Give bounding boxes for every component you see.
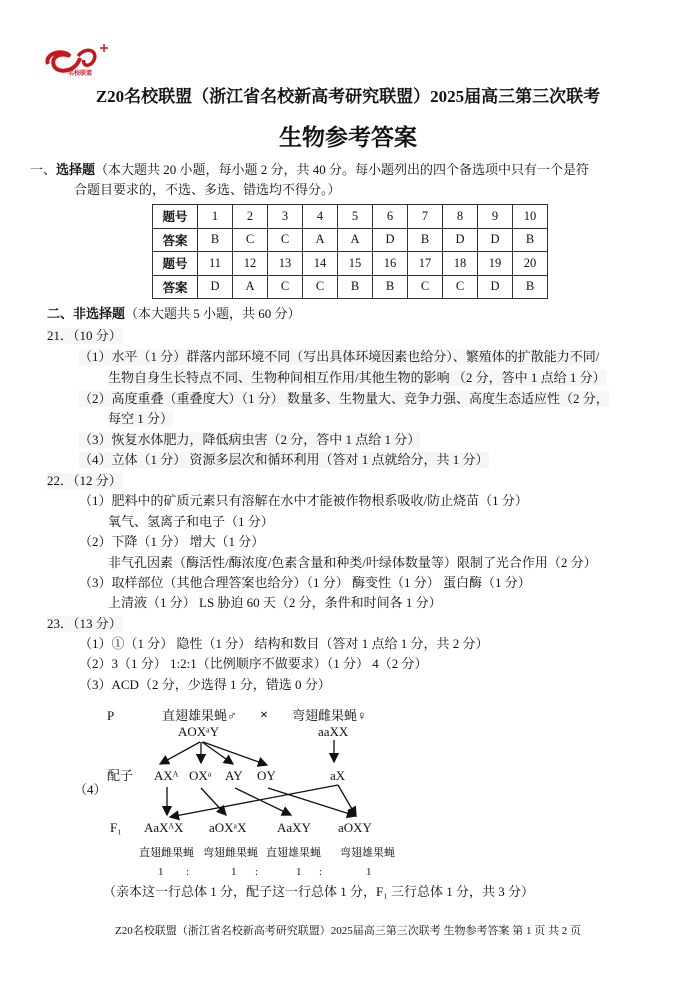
cell: D	[373, 228, 408, 252]
arrow	[170, 785, 338, 817]
cross-icon: ×	[260, 708, 268, 723]
page-subtitle: 生物参考答案	[279, 125, 417, 150]
f1-genotype: aOXY	[338, 820, 372, 835]
q21-answer-2-cont: 每空 1 分）	[108, 411, 174, 426]
cell: A	[338, 228, 373, 252]
cell: C	[408, 275, 443, 299]
cell: D	[478, 228, 513, 252]
cell: B	[513, 275, 548, 299]
cell: C	[233, 228, 268, 252]
row-header: 题号	[153, 205, 198, 229]
cell: A	[303, 228, 338, 252]
f1-genotype: aOXᵃX	[209, 820, 247, 835]
f1-genotype: AaXY	[277, 820, 311, 835]
male-genotype: AOXᵃY	[178, 724, 220, 739]
f1-phenotype: 弯翅雌果蝇	[203, 847, 258, 859]
gamete-label: 配子	[107, 768, 134, 783]
q22-title: 22．（12 分）	[47, 473, 122, 488]
q22-answer-2: （2）下降（1 分） 增大（1 分）	[79, 534, 265, 549]
cell: 14	[303, 252, 338, 276]
q21-title: 21．（10 分）	[47, 328, 122, 343]
gamete: AXᴬ	[154, 768, 179, 783]
section-number: 一、	[30, 162, 57, 177]
q22-answer-3: （3）取样部位（其他合理答案也给分）（1 分） 酶变性（1 分） 蛋白酶（1 分）	[79, 575, 531, 590]
f1-phenotype: 弯翅雄果蝇	[340, 847, 395, 859]
cell: 16	[373, 252, 408, 276]
page-footer: Z20名校联盟（浙江省名校新高考研究联盟）2025届高三第三次联考 生物参考答案 第 1 页 共 2 页	[115, 925, 581, 937]
gamete-female: aX	[330, 768, 346, 783]
f1-genotype: AaXᴬX	[144, 820, 184, 835]
female-parent: 弯翅雌果蝇♀	[292, 708, 367, 723]
q21-answer-4: （4）立体（1 分） 资源多层次和循环利用（答对 1 点就给分，共 1 分）	[79, 452, 489, 467]
cell: D	[478, 275, 513, 299]
q21-answer-1-cont: 生物自身生长特点不同、生物种间相互作用/其他生物的影响 （2 分，答中 1 点给 1 分）	[108, 370, 606, 385]
section-title: 二、非选择题	[47, 306, 126, 321]
f1-phenotype: 直翅雄果蝇	[266, 847, 321, 859]
cell: B	[513, 228, 548, 252]
q22-answer-3-cont: 上清液（1 分） LS 胁迫 60 天（2 分，条件和时间各 1 分）	[108, 595, 442, 610]
ratio: 1	[366, 866, 372, 878]
ratio: 1	[296, 866, 302, 878]
ratio: :	[186, 866, 190, 878]
p-label: P	[107, 708, 115, 723]
q21-answer-3: （3）恢复水体肥力，降低病虫害（2 分，答中 1 点给 1 分）	[79, 432, 421, 447]
q23-answer-3: （3）ACD（2 分，少选得 1 分，错选 0 分）	[79, 677, 331, 692]
cell: 8	[443, 205, 478, 229]
ratio: 1	[158, 866, 164, 878]
cell: 2	[233, 205, 268, 229]
gamete: OY	[257, 768, 276, 783]
cell: 20	[513, 252, 548, 276]
cell: B	[408, 228, 443, 252]
row-header: 答案	[153, 228, 198, 252]
arrow	[203, 742, 267, 765]
q23-answer-2: （2）3（1 分） 1:2:1（比例顺序不做要求）（1 分） 4（2 分）	[79, 656, 428, 671]
ratio: 1	[231, 866, 237, 878]
ratio: :	[319, 866, 323, 878]
cell: 5	[338, 205, 373, 229]
cell: D	[198, 275, 233, 299]
q21-answer-2: （2）高度重叠（重叠度大）（1 分） 数量多、生物量大、竞争力强、高度生态适应性（2 分，	[79, 391, 609, 406]
q23-answer-4-label: （4）	[74, 782, 107, 797]
cell: 18	[443, 252, 478, 276]
row-header: 答案	[153, 275, 198, 299]
gamete: OXᵃ	[189, 768, 212, 783]
cell: 1	[198, 205, 233, 229]
cell: C	[443, 275, 478, 299]
cell: B	[338, 275, 373, 299]
q22-answer-1: （1）肥料中的矿质元素只有溶解在水中才能被作物根系吸收/防止烧苗（1 分）	[79, 493, 528, 508]
cell: C	[303, 275, 338, 299]
q23-title: 23．（13 分）	[47, 616, 122, 631]
page-title: Z20名校联盟（浙江省名校新高考研究联盟）2025届高三第三次联考	[95, 87, 601, 106]
cell: 11	[198, 252, 233, 276]
q22-answer-1-cont: 氧气、氢离子和电子（1 分）	[108, 514, 274, 529]
section-desc: （本大题共 5 小题，共 60 分）	[125, 306, 301, 321]
arrow	[202, 742, 233, 764]
q21-answer-1: （1）水平（1 分）群落内部环境不同（写出具体环境因素也给分）、繁殖体的扩散能力不同/	[79, 349, 600, 364]
q22-answer-2-cont: 非气孔因素（酶活性/酶浓度/色素含量和种类/叶绿体数量等）限制了光合作用（2 分）	[108, 555, 597, 570]
arrow	[160, 742, 200, 764]
cell: B	[198, 228, 233, 252]
cell: 10	[513, 205, 548, 229]
cell: 17	[408, 252, 443, 276]
section1-desc-cont: 合题目要求的，不选、多选、错选均不得分。）	[74, 182, 341, 197]
scoring-note: （亲本这一行总体 1 分，配子这一行总体 1 分，F₁ 三行总体 1 分，共 3 分）	[103, 884, 535, 899]
cell: 4	[303, 205, 338, 229]
cell: 3	[268, 205, 303, 229]
cell: 13	[268, 252, 303, 276]
female-genotype: aaXX	[318, 724, 349, 739]
cell: 9	[478, 205, 513, 229]
cell: B	[373, 275, 408, 299]
section-desc: （本大题共 20 小题，每小题 2 分，共 40 分。每小题列出的四个备选项中只有一个是符	[95, 162, 590, 177]
cell: D	[443, 228, 478, 252]
f1-phenotype: 直翅雌果蝇	[139, 847, 194, 859]
cell: 19	[478, 252, 513, 276]
cell: C	[268, 228, 303, 252]
cell: 15	[338, 252, 373, 276]
row-header: 题号	[153, 252, 198, 276]
cell: C	[268, 275, 303, 299]
q23-answer-1: （1）①（1 分） 隐性（1 分） 结构和数目（答对 1 点给 1 分，共 2 分）	[79, 636, 489, 651]
ratio: :	[255, 866, 259, 878]
cell: 7	[408, 205, 443, 229]
gamete: AY	[225, 768, 243, 783]
cell: 6	[373, 205, 408, 229]
cell: A	[233, 275, 268, 299]
male-parent: 直翅雄果蝇♂	[162, 708, 237, 723]
logo-text: 名校联盟	[68, 71, 93, 77]
cell: 12	[233, 252, 268, 276]
section-title: 选择题	[56, 162, 96, 177]
f1-label: F₁	[110, 820, 122, 835]
